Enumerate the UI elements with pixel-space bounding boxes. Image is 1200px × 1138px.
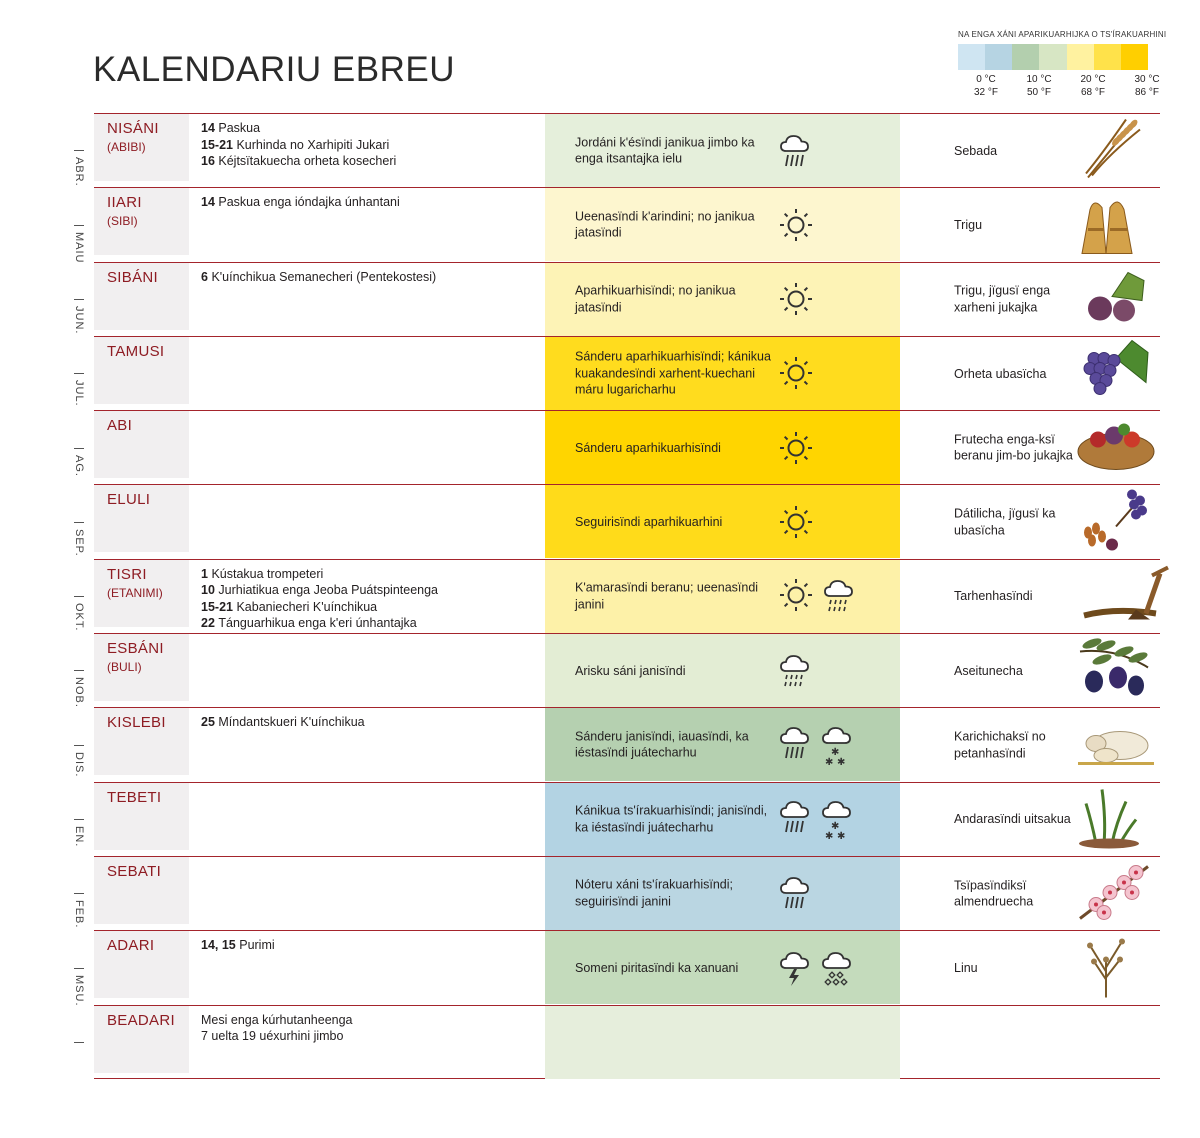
weather-cell (545, 485, 900, 558)
hebrew-month-name: KISLEBI (107, 714, 166, 732)
tick-fahrenheit: 32 °F (973, 87, 998, 98)
legend-swatch (1012, 44, 1039, 70)
rain-icon (777, 723, 813, 767)
hebrew-month-alt-name: (ABIBI) (107, 140, 146, 154)
crop-description: Aseitunecha (954, 663, 1023, 678)
hebrew-month-cell (94, 931, 189, 998)
festivals (201, 1012, 541, 1045)
axis-tick (74, 150, 84, 151)
rain-icon (777, 131, 813, 171)
hebrew-month-name: TEBETI (107, 788, 162, 806)
hebrew-month-cell (94, 188, 189, 255)
festival-date: 16 (201, 154, 219, 168)
weather-description: Jordáni k'ésïndi janikua jimbo ka enga itsantajka ielu (575, 135, 755, 166)
hebrew-month-name: ADARI (107, 937, 155, 955)
sun-icon (777, 354, 815, 392)
hebrew-month-cell (94, 1006, 189, 1073)
weather-description: Seguirisïndi aparhikuarhini (575, 514, 723, 529)
hebrew-month-name: SIBÁNI (107, 268, 158, 286)
axis-tick (74, 968, 84, 969)
weather-cell (545, 857, 900, 930)
sun-icon (777, 280, 815, 318)
axis-month-label: ABR. (73, 157, 85, 187)
legend-swatch (1067, 44, 1094, 70)
month-row (94, 187, 1160, 261)
festivals (201, 566, 541, 632)
festival-item (201, 1012, 541, 1029)
festival-name: Jurhiatikua enga Jeoba Puátspinteenga (218, 583, 439, 598)
month-row (94, 410, 1160, 484)
month-row (94, 930, 1160, 1004)
weather-icons (777, 797, 855, 841)
axis-month-label: SEP. (73, 528, 85, 557)
axis-tick (74, 1042, 84, 1043)
weather-description: Aparhikuarhisïndi; no janikua jatasïndi (575, 283, 736, 315)
crop-description: Trigu (954, 217, 983, 232)
axis-tick (74, 225, 84, 226)
hebrew-month-alt-name: (ETANIMI) (107, 585, 163, 600)
page-title: KALENDARIU EBREU (93, 50, 455, 89)
festival-name: Míndantskueri K'uínchikua (218, 715, 365, 730)
hebrew-month-name: NISÁNI (107, 120, 159, 137)
snow-icon (819, 797, 855, 841)
legend-swatch (1039, 44, 1066, 70)
grapes-icon (1076, 338, 1150, 409)
axis-tick (74, 670, 84, 671)
festival-name: K'uínchikua Semanecheri (Pentekostesi) (211, 269, 437, 284)
festival-item (201, 137, 541, 154)
hebrew-month-name: IIARI (107, 194, 142, 212)
hebrew-month-name: ELULI (107, 491, 151, 509)
festival-item (201, 937, 541, 954)
hebrew-month-cell (94, 634, 189, 701)
festival-item (201, 582, 541, 599)
festivals (201, 937, 541, 954)
festival-name: Purimi (239, 938, 275, 953)
weather-description: Ueenasïndi k'arindini; no janikua jatasïndi (575, 209, 755, 240)
hebrew-month-cell (94, 560, 189, 627)
svg-text:✱: ✱ (837, 756, 846, 767)
storm-icon (777, 948, 813, 988)
festival-date: 14, 15 (201, 938, 240, 953)
hebrew-month-alt-name: (BULI) (107, 660, 142, 675)
axis-tick (74, 299, 84, 300)
hebrew-month-name: BEADARI (107, 1011, 175, 1029)
festival-name: 7 uelta 19 uéxurhini jimbo (201, 1029, 344, 1044)
month-row (94, 633, 1160, 707)
festival-name: Kurhinda no Xarhipiti Jukari (236, 137, 390, 152)
sheaf-icon (1076, 189, 1138, 260)
axis-month-label: DIS. (73, 751, 85, 778)
axis-month-label: FEB. (73, 900, 85, 929)
tick-celsius: 0 °C (976, 74, 996, 85)
rain-icon (777, 873, 813, 913)
crop-description: Sebada (954, 143, 998, 158)
festivals (201, 194, 541, 211)
weather-cell (545, 931, 900, 1004)
weather-cell (545, 337, 900, 410)
axis-tick (74, 893, 84, 894)
plow-icon (1076, 564, 1176, 629)
crop-description: Linu (954, 960, 978, 975)
crop-description: Andarasïndi uitsakua (954, 812, 1071, 827)
axis-tick (74, 596, 84, 597)
weather-description: Sánderu janisïndi, iauasïndi, ka iéstasïndi juátecharhu (575, 729, 749, 760)
gregorian-months-axis (62, 113, 92, 1078)
weather-icons (777, 723, 855, 767)
axis-tick (74, 522, 84, 523)
hebrew-month-name: ESBÁNI (107, 640, 164, 658)
snow-icon (819, 723, 855, 767)
weather-icons (777, 651, 813, 691)
festival-date: 22 (201, 616, 219, 631)
svg-text:✱: ✱ (837, 831, 846, 842)
hail-icon (819, 948, 855, 988)
festival-date: 15-21 (201, 137, 237, 152)
month-row (94, 559, 1160, 633)
festival-date: 6 (201, 269, 212, 284)
legend-swatch (1121, 44, 1148, 70)
weather-icons (777, 354, 815, 392)
festival-date: 15-21 (201, 599, 237, 614)
weather-icons (777, 503, 815, 541)
legend-ticks (958, 70, 1168, 100)
legend-swatch (985, 44, 1012, 70)
weather-cell (545, 263, 900, 336)
hebrew-month-cell (94, 411, 189, 478)
weather-icons (777, 873, 813, 913)
hebrew-month-cell (94, 708, 189, 775)
month-row (94, 782, 1160, 856)
festival-name: Paskua enga ióndajka únhantani (218, 195, 400, 210)
axis-month-label: MAIU (73, 231, 85, 264)
weather-description: Kánikua ts'írakuarhisïndi; janisïndi, ka iéstasïndi juátecharhu (575, 803, 768, 835)
month-row (94, 856, 1160, 930)
blossom-icon (1076, 858, 1154, 929)
hebrew-month-cell (94, 114, 189, 181)
tick-fahrenheit: 68 °F (1080, 87, 1105, 98)
legend-swatch (958, 44, 985, 70)
legend-tick (1075, 73, 1111, 99)
festival-name: Kéjtsïtakuecha orheta kosecheri (218, 154, 397, 168)
crop-description: Frutecha enga-ksï beranu jim-bo jukajka (954, 432, 1073, 463)
weather-cell (545, 708, 900, 781)
axis-month-label: JUL. (73, 380, 85, 407)
crop-description: Tsïpasïndiksï almendruecha (954, 878, 1034, 909)
festival-item (201, 566, 541, 583)
weather-cell (545, 411, 900, 484)
sun-icon (777, 206, 815, 244)
weather-description: Someni piritasïndi ka xanuani (575, 960, 739, 975)
legend-tick (1021, 73, 1057, 99)
grass-icon (1076, 784, 1142, 855)
hebrew-month-name: TISRI (107, 565, 147, 583)
weather-icons (777, 429, 815, 467)
axis-tick (74, 819, 84, 820)
crop-description: Karichichaksï no petanhasïndi (954, 729, 1046, 761)
festival-date: 10 (201, 583, 219, 598)
festival-date: 14 (201, 195, 219, 210)
hebrew-month-cell (94, 857, 189, 924)
weather-description: Nóteru xáni ts'írakuarhisïndi; seguirisïndi janini (575, 877, 734, 909)
axis-tick (74, 745, 84, 746)
svg-text:✱: ✱ (831, 746, 840, 758)
weather-cell (545, 188, 900, 261)
sun-icon (777, 429, 815, 467)
month-row (94, 484, 1160, 558)
svg-text:✱: ✱ (825, 756, 834, 767)
festival-item (201, 615, 541, 632)
weather-icons (777, 131, 813, 171)
barley-icon (1076, 115, 1146, 186)
festival-item (201, 269, 541, 286)
weather-description: Sánderu aparhikuarhisïndi (575, 440, 721, 455)
crop-description: Orheta ubasïcha (954, 366, 1047, 381)
axis-month-label: OKT. (73, 603, 85, 632)
festival-item (201, 194, 541, 211)
weather-cell (545, 114, 900, 187)
weather-description: K'amarasïndi beranu; ueenasïndi janini (575, 580, 759, 612)
festival-name: Kabaniecheri K'uínchikua (236, 599, 378, 614)
weather-cell (545, 634, 900, 707)
fig-icon (1076, 267, 1150, 332)
sun-icon (777, 503, 815, 541)
axis-month-label: JUN. (73, 305, 85, 335)
festival-name: Tánguarhikua enga k'eri únhantajka (218, 616, 417, 631)
tick-celsius: 10 °C (1026, 74, 1052, 85)
month-row (94, 707, 1160, 781)
sheep-icon (1076, 718, 1156, 773)
weather-cell (545, 560, 900, 633)
legend-title: NA ENGA XÁNI APARIKUARHIJKA O TS'ÍRAKUARHINI (958, 30, 1167, 39)
festival-date: 1 (201, 566, 212, 581)
axis-tick (74, 448, 84, 449)
hebrew-month-cell (94, 485, 189, 552)
festivals (201, 714, 541, 731)
weather-cell (545, 783, 900, 856)
tick-fahrenheit: 86 °F (1134, 87, 1159, 98)
festival-name: Kústakua trompeteri (211, 566, 324, 581)
festival-item (201, 1028, 541, 1045)
tick-celsius: 30 °C (1134, 74, 1160, 85)
month-row (94, 262, 1160, 336)
crop-description: Dátilicha, jïgusï ka ubasïcha (954, 506, 1056, 538)
axis-month-label: MSU. (73, 974, 85, 1007)
hebrew-month-alt-name: (SIBI) (107, 214, 138, 229)
sun-icon (777, 576, 815, 616)
rain-icon (777, 797, 813, 841)
legend-tick (968, 73, 1004, 99)
hebrew-month-cell (94, 783, 189, 850)
drizzle-icon (777, 651, 813, 691)
flax-icon (1076, 931, 1136, 1004)
festivals (201, 120, 541, 170)
svg-text:✱: ✱ (831, 821, 840, 833)
hebrew-month-cell (94, 337, 189, 404)
crop-description: Trigu, jïgusï enga xarheni jukajka (954, 283, 1051, 315)
tick-fahrenheit: 50 °F (1026, 87, 1051, 98)
dates-icon (1076, 487, 1152, 558)
calendar-table (94, 113, 1160, 1079)
drizzle-icon (821, 576, 857, 616)
crop-description: Tarhenhasïndi (954, 589, 1033, 604)
weather-icons (777, 576, 857, 616)
month-row (94, 1005, 1160, 1079)
hebrew-month-name: SEBATI (107, 862, 162, 880)
hebrew-month-name: ABI (107, 417, 133, 435)
temperature-legend (958, 30, 1168, 100)
legend-swatch (1094, 44, 1121, 70)
weather-icons (777, 280, 815, 318)
festival-date: 25 (201, 715, 219, 730)
festival-name: Mesi enga kúrhutanheenga (201, 1012, 353, 1027)
month-row (94, 336, 1160, 410)
axis-month-label: NOB. (73, 677, 85, 709)
festival-date: 14 (201, 121, 219, 135)
festival-item (201, 714, 541, 731)
axis-tick (74, 373, 84, 374)
weather-description: Arisku sáni janisïndi (575, 663, 686, 678)
axis-month-label: AG. (73, 454, 85, 477)
legend-color-bar (958, 44, 1148, 70)
weather-icons (777, 948, 855, 988)
weather-cell (545, 1006, 900, 1079)
month-row (94, 113, 1160, 187)
legend-tick (1129, 73, 1165, 99)
festivals (201, 269, 541, 286)
axis-month-label: EN. (73, 826, 85, 848)
festival-name: Paskua (218, 121, 261, 135)
olives-icon (1076, 637, 1152, 704)
hebrew-month-cell (94, 263, 189, 330)
festival-item (201, 153, 541, 170)
weather-icons (777, 206, 815, 244)
festival-item (201, 120, 541, 137)
basket-icon (1076, 417, 1156, 478)
tick-celsius: 20 °C (1080, 74, 1106, 85)
weather-description: Sánderu aparhikuarhisïndi; kánikua kuakandesïndi xarhent-kuechani máru lugaricharhu (575, 349, 771, 397)
festival-item (201, 599, 541, 616)
hebrew-month-name: TAMUSI (107, 342, 165, 360)
svg-text:✱: ✱ (825, 831, 834, 842)
